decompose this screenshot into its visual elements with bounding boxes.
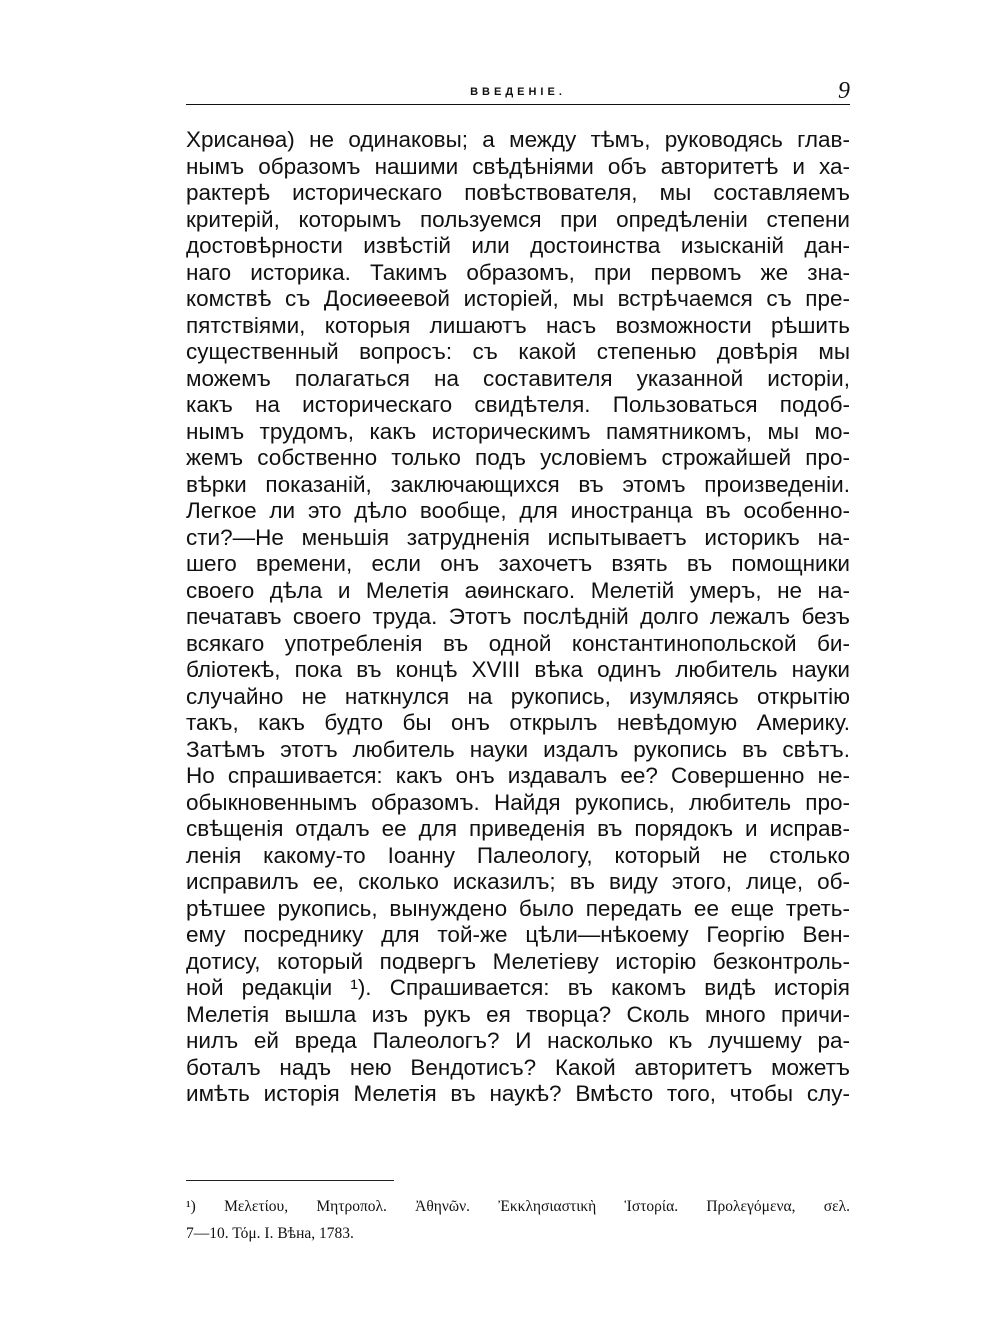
text-line: имѣть исторія Мелетія въ наукѣ? Вмѣсто того, чтобы слу- (186, 1081, 850, 1106)
text-line: Хрисанѳа) не одинаковы; а между тѣмъ, руководясь глав- (186, 127, 850, 152)
text-line: Но спрашивается: какъ онъ издавалъ ее? Совершенно не- (186, 763, 850, 788)
footnote-line: ¹) Μελετίου, Μητροπολ. Ἀθηνῶν. Ἐκκλησιαστικὴ Ἱστορία. Προλεγόμενα, σελ. (186, 1198, 850, 1215)
text-line: нымъ образомъ нашими свѣдѣніями объ авторитетѣ и ха- (186, 153, 850, 179)
footnote-rule (186, 1180, 394, 1181)
text-line: рактерѣ историческаго повѣствователя, мы составляемъ (186, 180, 850, 205)
text-line: пятствіями, которыя лишаютъ насъ возможности рѣшить (186, 312, 850, 338)
text-line: критерій, которымъ пользуемся при опредѣленіи степени (186, 206, 850, 232)
text-line: ему посреднику для той-же цѣли—нѣкоему Георгію Вен- (186, 922, 850, 947)
text-line: бліотекѣ, пока въ концѣ XVIII вѣка одинъ любитель науки (186, 657, 850, 682)
text-line: достовѣрности извѣстій или достоинства изысканій дан- (186, 233, 850, 258)
text-line: Затѣмъ этотъ любитель науки издалъ рукопись въ свѣтъ. (186, 736, 850, 762)
text-line: жемъ собственно только подъ условіемъ строжайшей про- (186, 445, 850, 470)
header-rule (186, 104, 850, 105)
page-number: 9 (838, 78, 850, 104)
text-line: печатавъ своего труда. Этотъ послѣдній долго лежалъ безъ (186, 604, 850, 629)
text-line: такъ, какъ будто бы онъ открылъ невѣдомую Америку. (186, 710, 850, 735)
text-line: существенный вопросъ: съ какой степенью довѣрія мы (186, 339, 850, 364)
text-line: шего времени, если онъ захочетъ взять въ помощники (186, 551, 850, 576)
text-line: какъ на историческаго свидѣтеля. Пользоваться подоб- (186, 392, 850, 417)
text-line: комствѣ съ Досиѳеевой исторіей, мы встрѣчаемся съ пре- (186, 286, 850, 311)
footnote-line: 7—10. Τόμ. I. Βѣна, 1783. (186, 1225, 354, 1242)
text-line: исправилъ ее, сколько исказилъ; въ виду этого, лице, об- (186, 869, 850, 894)
text-line: рѣтшее рукопись, вынуждено было передать ее еще треть- (186, 895, 850, 921)
text-line: нилъ ей вреда Палеологъ? И насколько къ лучшему ра- (186, 1028, 850, 1053)
text-line: дотису, который подвергъ Мелетіеву исторію безконтроль- (186, 948, 850, 974)
text-line: ленія какому-то Іоанну Палеологу, который не столько (186, 842, 850, 868)
text-line: всякаго употребленія въ одной константинопольской би- (186, 630, 850, 656)
text-line: Мелетія вышла изъ рукъ ея творца? Сколь много причи- (186, 1001, 850, 1027)
text-line: Легкое ли это дѣло вообще, для иностранца въ особенно- (186, 498, 850, 523)
text-line: обыкновеннымъ образомъ. Найдя рукопись, любитель про- (186, 789, 850, 815)
text-line: сти?—Не меньшія затрудненія испытываетъ историкъ на- (186, 524, 850, 550)
text-line: вѣрки показаній, заключающихся въ этомъ произведеніи. (186, 471, 850, 497)
text-line: нымъ трудомъ, какъ историческимъ памятникомъ, мы мо- (186, 418, 850, 444)
text-line: можемъ полагаться на составителя указанной исторіи, (186, 365, 850, 391)
text-line: своего дѣла и Мелетія аѳинскаго. Мелетій умеръ, не на- (186, 577, 850, 603)
body-text (186, 127, 850, 1108)
text-line: свѣщенія отдалъ ее для приведенія въ порядокъ и исправ- (186, 816, 850, 841)
running-head-title: ВВЕДЕНІЕ. (470, 86, 566, 98)
text-line: боталъ надъ нею Вендотисъ? Какой авторитетъ можетъ (186, 1054, 850, 1080)
text-line: наго историка. Такимъ образомъ, при первомъ же зна- (186, 259, 850, 285)
text-line: случайно не наткнулся на рукопись, изумляясь открытію (186, 683, 850, 709)
running-head (186, 78, 850, 110)
footnotes (186, 1193, 850, 1247)
text-line: ной редакціи ¹). Спрашивается: въ какомъ видѣ исторія (186, 975, 850, 1000)
